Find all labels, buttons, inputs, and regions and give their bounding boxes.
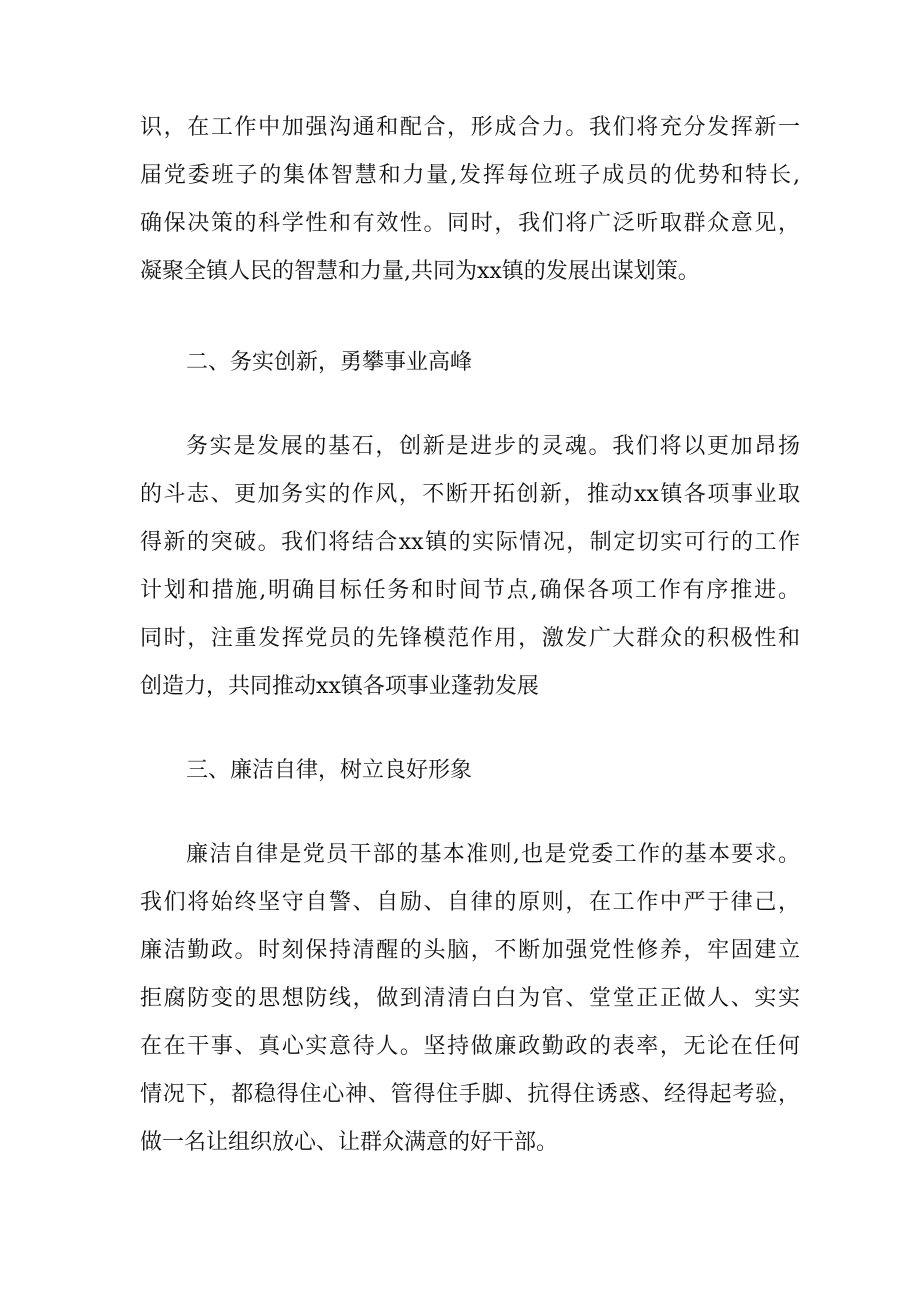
section-heading-2: 二、务实创新，勇攀事业高峰 [186, 350, 473, 375]
paragraph-line: 拒腐防变的思想防线，做到清清白白为官、堂堂正正做人、实实 [140, 986, 800, 1011]
paragraph-line: 在在干事、真心实意待人。坚持做廉政勤政的表率，无论在任何 [140, 1034, 800, 1059]
section-heading-3: 三、廉洁自律，树立良好形象 [186, 758, 473, 783]
paragraph-line: 届党委班子的集体智慧和力量,发挥每位班子成员的优势和特长, [140, 163, 800, 188]
paragraph-line: 的斗志、更加务实的作风，不断开拓创新，推动xx镇各项事业取 [140, 482, 800, 507]
paragraph-line: 廉洁自律是党员干部的基本准则,也是党委工作的基本要求。 [186, 842, 800, 867]
paragraph-line: 识，在工作中加强沟通和配合，形成合力。我们将充分发挥新一 [140, 115, 800, 140]
paragraph-line: 凝聚全镇人民的智慧和力量,共同为xx镇的发展出谋划策。 [140, 259, 700, 284]
paragraph-line: 计划和措施,明确目标任务和时间节点,确保各项工作有序推进。 [140, 578, 800, 603]
paragraph-line: 务实是发展的基石，创新是进步的灵魂。我们将以更加昂扬 [186, 434, 800, 459]
paragraph-line: 做一名让组织放心、让群众满意的好干部。 [140, 1130, 559, 1155]
paragraph-line: 得新的突破。我们将结合xx镇的实际情况，制定切实可行的工作 [140, 530, 800, 555]
paragraph-line: 情况下，都稳得住心神、管得住手脚、抗得住诱惑、经得起考验， [140, 1082, 800, 1107]
paragraph-line: 我们将始终坚守自警、自励、自律的原则，在工作中严于律己， [140, 890, 800, 915]
paragraph-line: 同时，注重发挥党员的先锋模范作用，激发广大群众的积极性和 [140, 626, 800, 651]
paragraph-line: 创造力，共同推动xx镇各项事业蓬勃发展 [140, 674, 539, 699]
paragraph-line: 确保决策的科学性和有效性。同时，我们将广泛听取群众意见， [140, 211, 800, 236]
paragraph-line: 廉洁勤政。时刻保持清醒的头脑，不断加强党性修养，牢固建立 [140, 938, 800, 963]
